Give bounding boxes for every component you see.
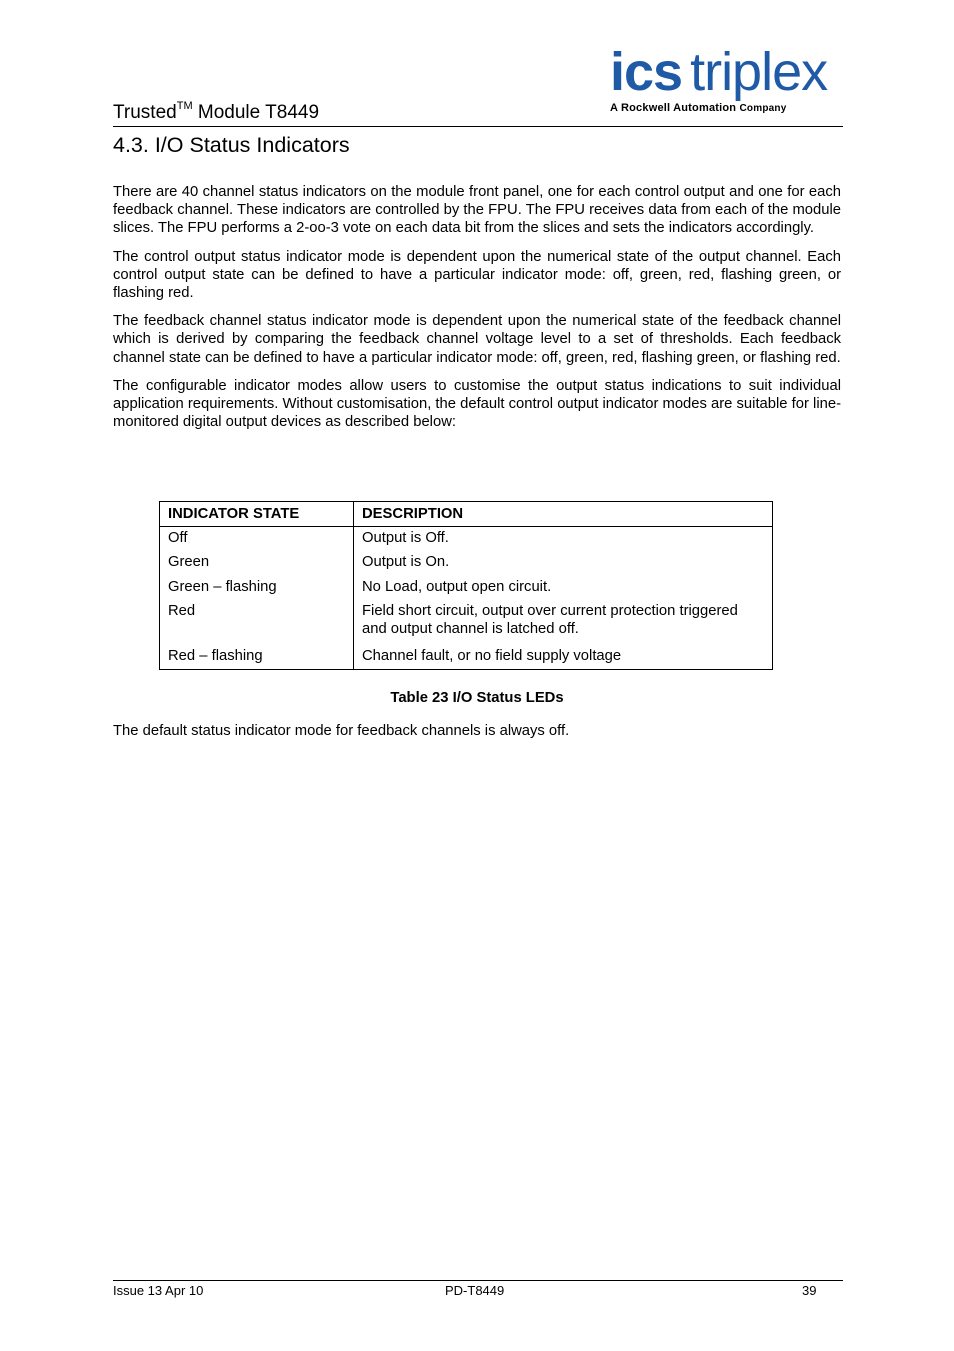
header-indicator-state: INDICATOR STATE	[160, 502, 354, 527]
header-description: DESCRIPTION	[354, 502, 773, 527]
cell-description: Output is Off.	[354, 527, 773, 552]
cell-description: Output is On.	[354, 551, 773, 575]
ics-triplex-logo	[610, 44, 844, 114]
table-row	[160, 576, 773, 600]
footer-issue: Issue 13 Apr 10	[113, 1283, 204, 1298]
cell-state: Off	[160, 527, 354, 552]
trademark-sup: TM	[176, 100, 193, 112]
cell-description: No Load, output open circuit.	[354, 576, 773, 600]
logo-wordmark	[610, 44, 844, 100]
cell-state: Green – flashing	[160, 576, 354, 600]
section-title: 4.3. I/O Status Indicators	[113, 133, 350, 157]
cell-state: Red – flashing	[160, 645, 354, 670]
logo-tagline-company: Company	[739, 103, 787, 114]
header-title-prefix: Trusted	[113, 102, 177, 123]
paragraph: The control output status indicator mode is dependent upon the numerical state of the output channel. Each control output state can be defined to have a particular indicator mode: off, green, red, flashing green, or flashing red.	[113, 248, 841, 302]
table-row	[160, 551, 773, 575]
paragraph: The feedback channel status indicator mode is dependent upon the numerical state of the feedback channel which is derived by comparing the feedback channel voltage level to a set of thresholds. Each feedback channel state can be defined to have a particular indicator mode: off, green, red, flashing green, or flashing red.	[113, 313, 841, 366]
paragraph: There are 40 channel status indicators on the module front panel, one for each control output and one for each feedback channel. These indicators are controlled by the FPU. The FPU receives data from each of the module slices. The FPU performs a 2-oo-3 vote on each data bit from the slices and sets the indicators accordingly.	[113, 184, 841, 237]
logo-tagline	[610, 102, 844, 114]
paragraph-after-table: The default status indicator mode for feedback channels is always off.	[113, 723, 570, 739]
header-divider	[113, 126, 843, 127]
io-status-led-table	[159, 501, 773, 670]
logo-word-light: triplex	[690, 42, 828, 102]
paragraph: The configurable indicator modes allow users to customise the output status indications to suit individual application requirements. Without customisation, the default control output indicator modes are suitable for line-monitored digital output devices as described below:	[113, 377, 841, 431]
table-row	[160, 645, 773, 670]
cell-state: Green	[160, 551, 354, 575]
footer-divider	[113, 1280, 843, 1281]
footer-page-number: 39	[802, 1283, 817, 1298]
logo-tagline-main: A Rockwell Automation	[610, 102, 737, 114]
cell-description: Field short circuit, output over current protection triggered and output channel is latched off.	[354, 600, 773, 645]
cell-state: Red	[160, 600, 354, 645]
logo-word-bold: ics	[610, 42, 683, 102]
table-row	[160, 527, 773, 552]
table-caption: Table 23 I/O Status LEDs	[390, 690, 564, 706]
header-title-suffix: Module T8449	[192, 102, 320, 123]
document-header-title	[113, 100, 319, 124]
footer-doc-id: PD-T8449	[445, 1283, 505, 1298]
table-header-row	[160, 502, 773, 527]
body-text	[113, 183, 841, 441]
cell-description: Channel fault, or no field supply voltage	[354, 645, 773, 670]
table-row	[160, 600, 773, 645]
